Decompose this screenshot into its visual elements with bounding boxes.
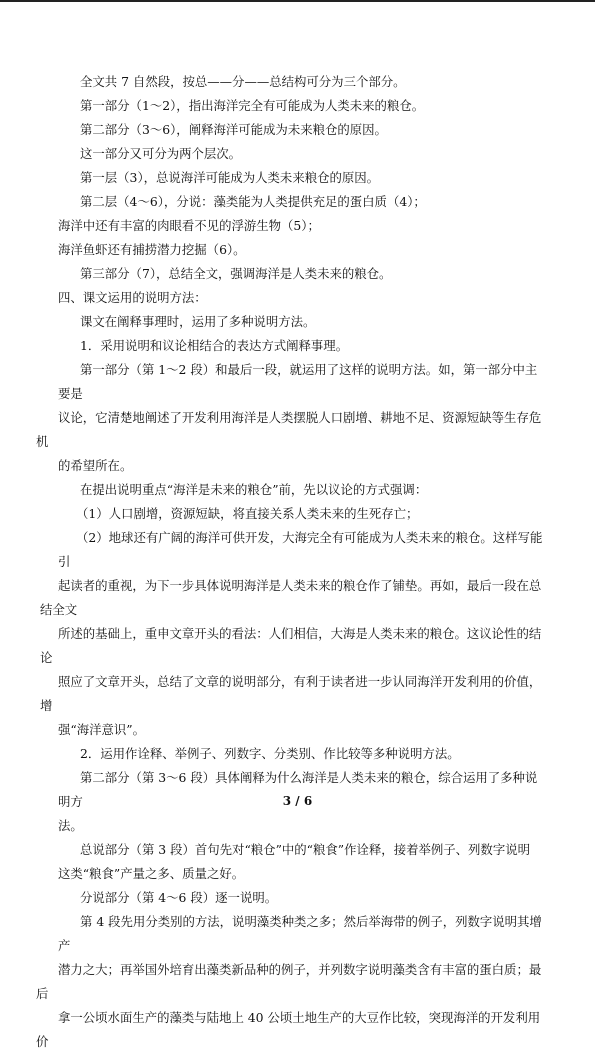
- paragraph-structure-summary: [58, 70, 548, 94]
- text-line: 第二部分（第 3～6 段）具体阐释为什么海洋是人类未来的粮仓，综合运用了多种说明方: [58, 770, 538, 809]
- text-line: 第一部分（第 1～2 段）和最后一段，就运用了这样的说明方法。如，第一部分中主要是: [58, 362, 538, 401]
- paragraph-general-section: [58, 838, 548, 886]
- paragraph-detail-section: [58, 886, 548, 910]
- text-line: 第一层（3），总说海洋可能成为人类未来粮仓的原因。: [80, 170, 380, 185]
- text-line: 四、课文运用的说明方法：: [58, 290, 207, 305]
- document-body: [36, 70, 548, 1054]
- text-line: 照应了文章开头，总结了文章的说明部分，有利于读者进一步认同海洋开发利用的价值，增: [40, 674, 542, 713]
- text-line: 这一部分又可分为两个层次。: [80, 146, 242, 161]
- text-line: 拿一公顷水面生产的藻类与陆地上 40 公顷土地生产的大豆作比较，突现海洋的开发利用价: [36, 1010, 541, 1049]
- paragraph-part-two-levels: [58, 142, 548, 166]
- text-line: 的希望所在。: [58, 458, 133, 473]
- text-line: 第二层（4～6），分说：藻类能为人类提供充足的蛋白质（4）；: [80, 194, 426, 209]
- text-line: 起读者的重视，为下一步具体说明海洋是人类未来的粮仓作了铺垫。再如，最后一段在总结全文: [40, 578, 542, 617]
- text-line: 第二部分（3～6），阐释海洋可能成为未来粮仓的原因。: [80, 122, 387, 137]
- top-border-rule: [0, 0, 595, 2]
- text-line: 课文在阐释事理时，运用了多种说明方法。: [80, 314, 316, 329]
- text-line: 议论，它清楚地阐述了开发利用海洋是人类摆脱人口剧增、耕地不足、资源短缺等生存危机: [36, 410, 542, 449]
- paragraph-methods-intro: [58, 310, 548, 334]
- section-heading-methods: [58, 286, 548, 310]
- paragraph-fishing-potential: [58, 238, 548, 262]
- text-line: 第三部分（7），总结全文，强调海洋是人类未来的粮仓。: [80, 266, 392, 281]
- paragraph-level-two: [58, 190, 548, 214]
- text-line: 总说部分（第 3 段）首句先对“粮仓”中的“粮食”作诠释，接着举例子、列数字说明: [80, 842, 530, 857]
- paragraph-method-two: [58, 742, 548, 766]
- text-line: 这类“粮食”产量之多、质量之好。: [58, 866, 245, 881]
- paragraph-method-one: [58, 334, 548, 358]
- text-line: 海洋鱼虾还有捕捞潜力挖掘（6）。: [58, 242, 246, 257]
- text-line: 分说部分（第 4～6 段）逐一说明。: [80, 890, 278, 905]
- text-line: 全文共 7 自然段，按总——分——总结构可分为三个部分。: [80, 74, 406, 89]
- text-line: 强“海洋意识”。: [58, 722, 146, 737]
- text-line: 在提出说明重点“海洋是未来的粮仓”前，先以议论的方式强调：: [80, 482, 428, 497]
- paragraph-method-one-detail: [36, 358, 548, 478]
- text-line: 海洋中还有丰富的肉眼看不见的浮游生物（5）；: [58, 218, 320, 233]
- text-line: 2．运用作诠释、举例子、列数字、分类别、作比较等多种说明方法。: [80, 746, 460, 761]
- text-line: 第 4 段先用分类别的方法，说明藻类种类之多；然后举海带的例子，列数字说明其增产: [58, 914, 542, 953]
- paragraph-algae-explanation: [36, 910, 548, 1054]
- paragraph-part-three: [58, 262, 548, 286]
- paragraph-point-one: [58, 502, 548, 526]
- paragraph-part-two: [58, 118, 548, 142]
- text-line: 所述的基础上，重申文章开头的看法：人们相信，大海是人类未来的粮仓。这议论性的结论: [40, 626, 542, 665]
- paragraph-part-one: [58, 94, 548, 118]
- text-line: 第一部分（1～2），指出海洋完全有可能成为人类未来的粮仓。: [80, 98, 425, 113]
- text-line: （2）地球还有广阔的海洋可供开发，大海完全有可能成为人类未来的粮仓。这样写能引: [58, 530, 543, 569]
- paragraph-plankton: [58, 214, 548, 238]
- paragraph-point-two: [40, 526, 548, 742]
- paragraph-level-one: [58, 166, 548, 190]
- text-line: （1）人口剧增，资源短缺，将直接关系人类未来的生死存亡；: [76, 506, 419, 521]
- text-line: 1．采用说明和议论相结合的表达方式阐释事理。: [80, 338, 349, 353]
- text-line: 潜力之大；再举国外培育出藻类新品种的例子，并列数字说明藻类含有丰富的蛋白质；最后: [36, 962, 542, 1001]
- page-number: 3 / 6: [282, 794, 313, 808]
- text-line: 法。: [58, 818, 83, 833]
- paragraph-emphasis-intro: [58, 478, 548, 502]
